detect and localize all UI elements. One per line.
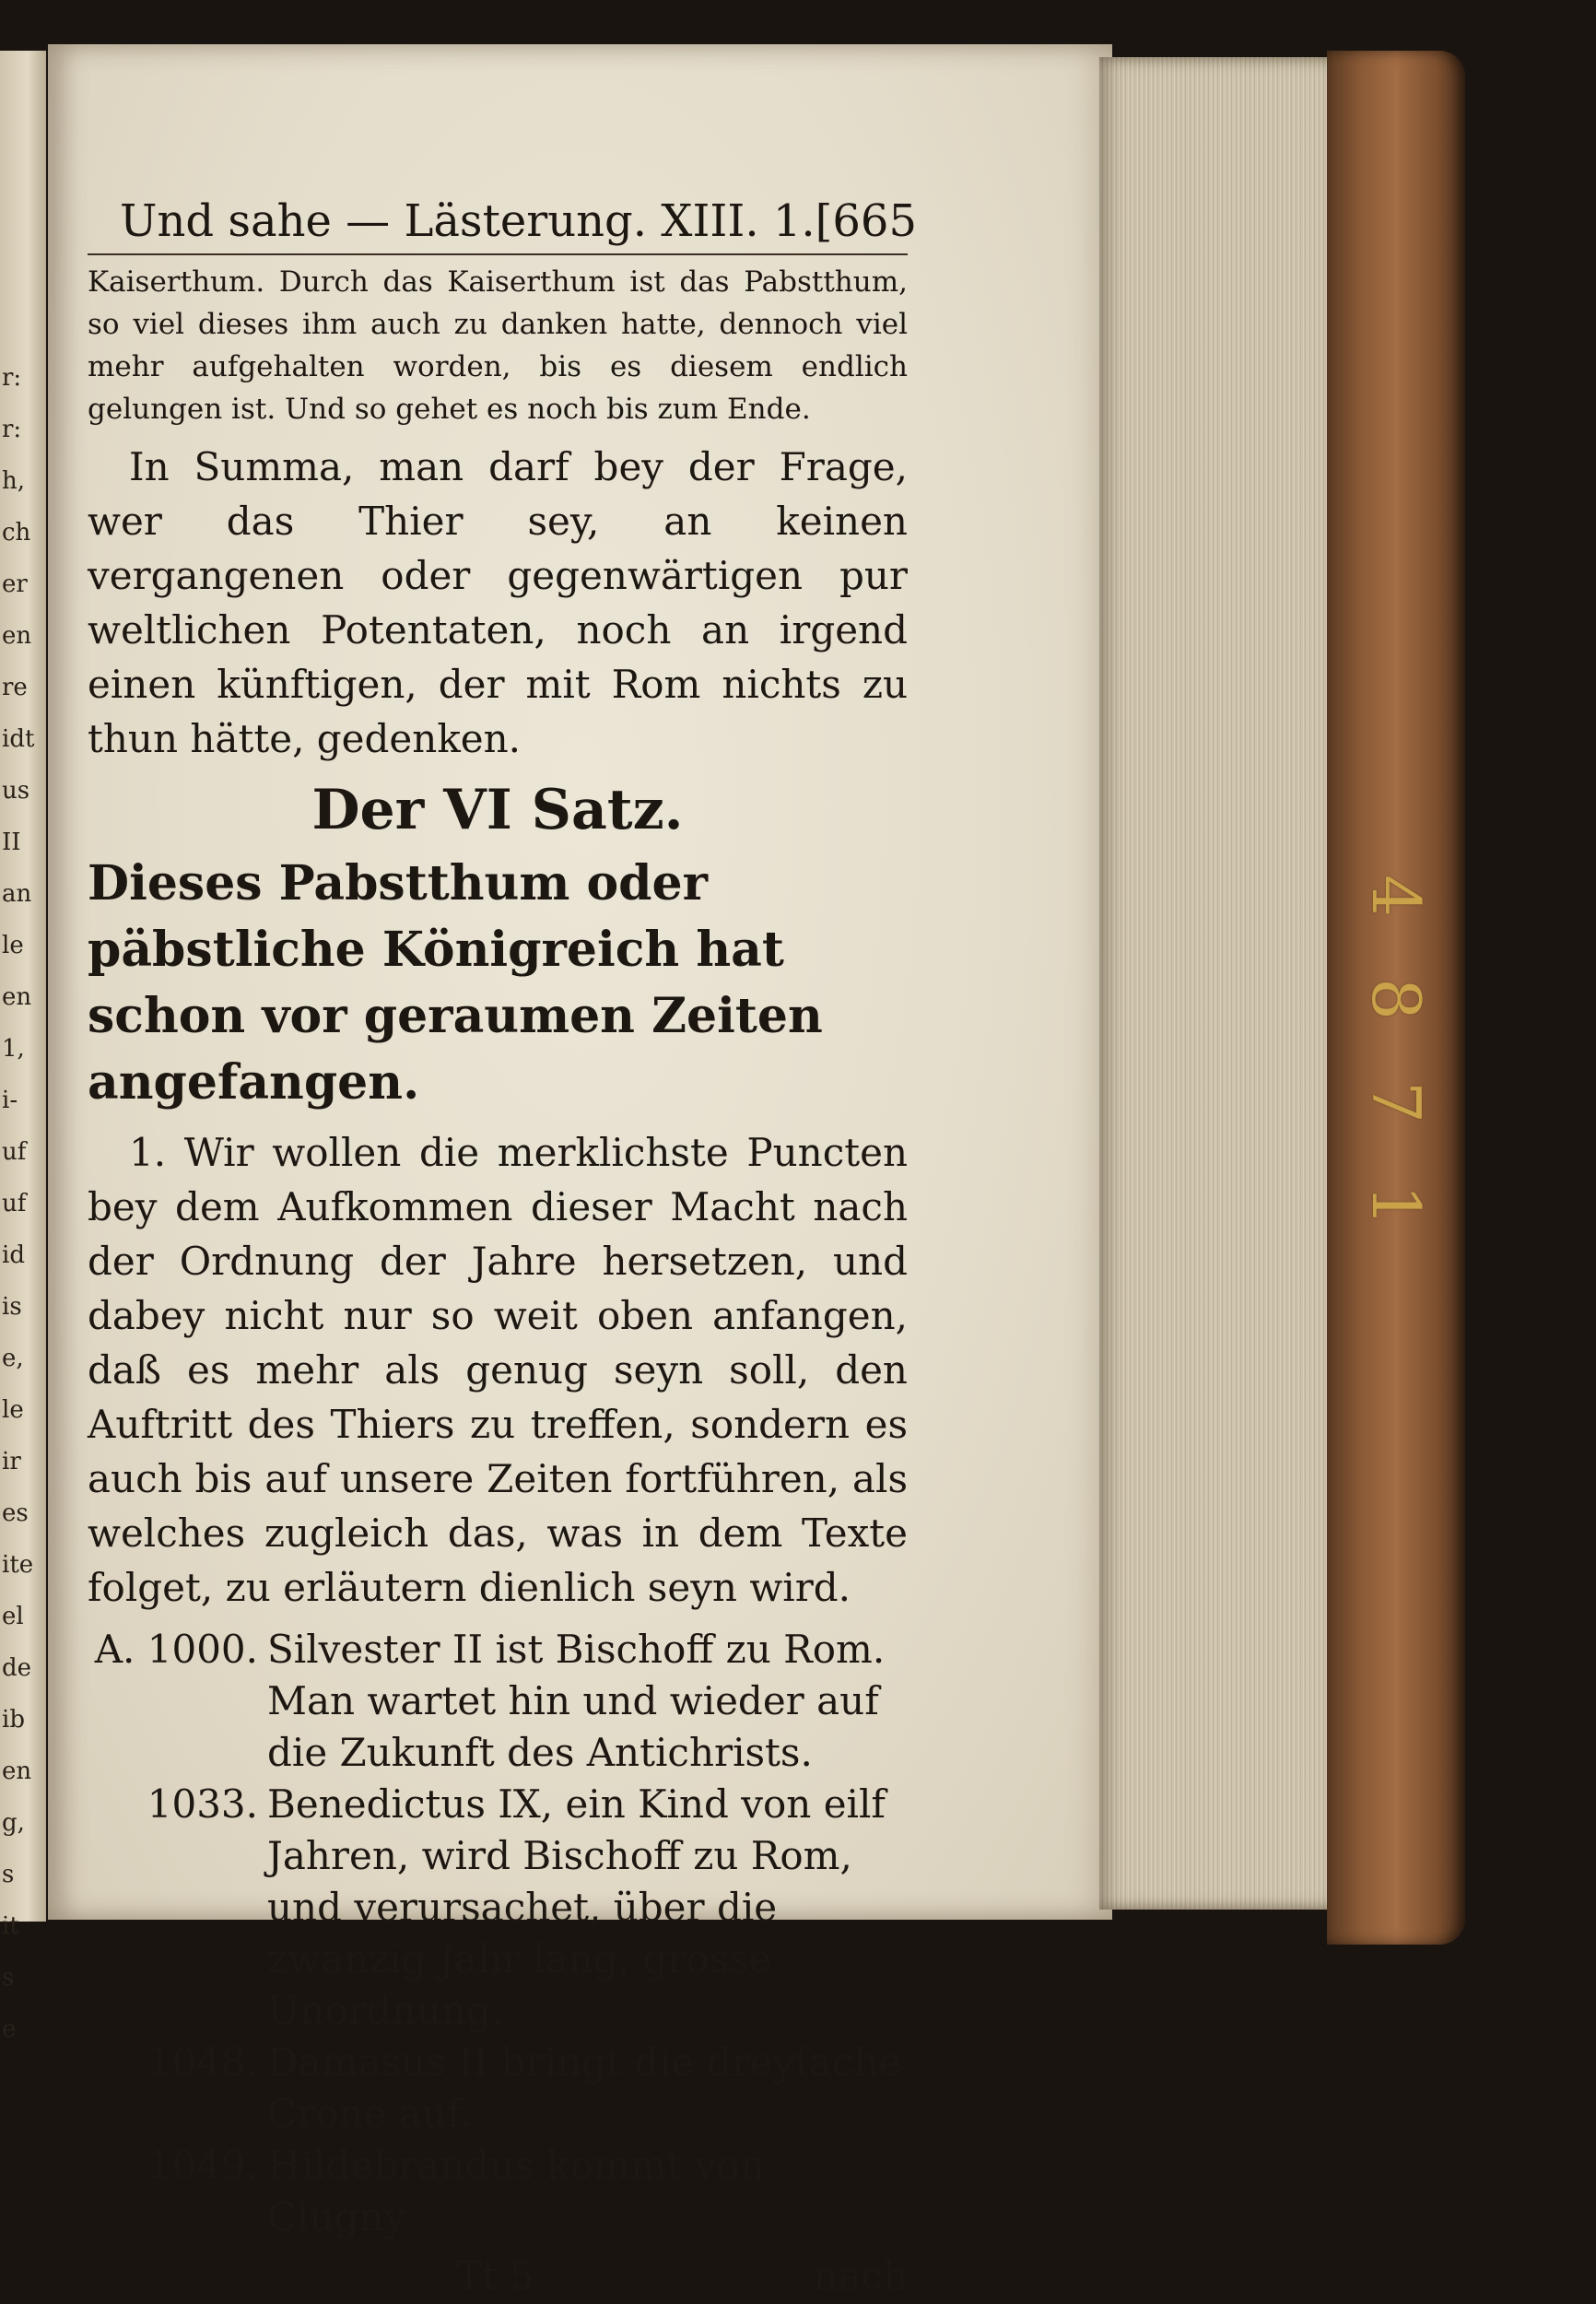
text-block [88, 189, 917, 2304]
page-block-fore-edge [1099, 57, 1341, 1910]
shelfmark-digit: 7 [1357, 1081, 1435, 1123]
chronology-text: Silvester II ist Bischoff zu Rom. Man wartet hin und wieder auf die Zukunft des Antichrists. [267, 1627, 886, 1775]
left-page-fragment: re [2, 674, 28, 701]
left-page-fragment: us [2, 777, 30, 805]
chronology-year: A. 1000. [94, 1627, 258, 1672]
left-page-fragment: s [2, 1861, 15, 1888]
left-page-fragment: le [2, 1396, 24, 1424]
point-one: 1. Wir wollen die merklichste Puncten bey dem Aufkommen dieser Macht nach der Ordnung der Jahre hersetzen, und dabey nicht nur so weit oben anfangen, daß es mehr als genug seyn soll, den Auftritt des Thiers zu treffen, sondern es auch bis auf unsere Zeiten fortführen, als welches zugleich das, was in dem Texte folget, zu erläutern dienlich seyn wird. [88, 1130, 908, 1610]
left-page-fragment: id [2, 1241, 25, 1269]
chronology-text: Hildebrandus kommt von Clugny [267, 2143, 765, 2239]
chronology-year: 1049. [147, 2143, 258, 2188]
left-page-fragment: e, [2, 1345, 24, 1372]
left-page-fragment: r: [2, 416, 22, 443]
chronology-text: Damasus II bringt die dreyfache Crone auf. [267, 2040, 902, 2136]
left-page-fragment: er [2, 570, 28, 598]
chronology-text: Benedictus IX, ein Kind von eilf Jahren, wird Bischoff zu Rom, und verursachet, über die zwanzig Jahr lang, grosse Unordnung. [267, 1781, 886, 2033]
chronology-entry [88, 1624, 908, 1779]
left-page-fragment: II [2, 829, 21, 856]
gilt-shelfmark [1345, 857, 1447, 1244]
chronology-entry [88, 2140, 908, 2243]
section-heading: Der VI Satz. [311, 778, 684, 842]
thesis-statement: Dieses Pabstthum oder päbstliche Königreich hat schon vor geraumen Zeiten angefangen. [88, 855, 823, 1111]
left-facing-page-edge [0, 51, 46, 2043]
page-number: [665 [815, 195, 917, 247]
left-page-fragment: an [2, 880, 32, 908]
shelfmark-digit: 1 [1357, 1184, 1435, 1227]
left-page-fragment: i- [2, 1087, 18, 1114]
paragraph-in-summa: In Summa, man darf bey der Frage, wer das Thier sey, an keinen vergangenen oder gegenwärtigen pur weltlichen Potentaten, noch an irgend einen künftigen, der mit Rom nichts zu thun hätte, gedenken. [88, 444, 908, 761]
left-page-fragment: uf [2, 1190, 27, 1217]
left-page-fragment: ite [2, 1551, 34, 1579]
left-page-fragment: idt [2, 725, 35, 753]
shelfmark-digit: 8 [1357, 978, 1435, 1020]
left-page-fragment: s [2, 1964, 15, 1992]
left-page-fragment: ch [2, 519, 31, 547]
left-page-fragment: el [2, 1603, 24, 1630]
left-page-fragment: uf [2, 1138, 27, 1166]
chronology-entry [88, 2037, 908, 2140]
catchword: nach [813, 2253, 908, 2298]
left-page-fragment: le [2, 932, 24, 959]
signature-mark: Tt 5 [456, 2253, 534, 2298]
chronology-entry [88, 1779, 908, 2037]
left-page-fragment: ib [2, 1706, 25, 1734]
left-page-fragment: es [2, 1499, 29, 1527]
paragraph-continuation: Kaiserthum. Durch das Kaiserthum ist das Pabstthum, so viel dieses ihm auch zu danken hatte, dennoch viel mehr aufgehalten worden, bis es diesem endlich gelungen ist. Und so gehet es noch bis zum Ende. [88, 265, 908, 426]
chronology-list [88, 1624, 908, 2243]
shelfmark-digit: 4 [1357, 875, 1435, 917]
chronology-year: 1033. [147, 1781, 258, 1827]
left-page-fragment: en [2, 1757, 32, 1785]
left-page-fragment: r: [2, 364, 22, 392]
left-page-fragment: en [2, 983, 32, 1011]
chronology-year: 1048. [147, 2040, 258, 2085]
left-page-fragment: is [2, 1293, 22, 1321]
page-footer [88, 2249, 908, 2304]
left-page-fragment: g, [2, 1809, 25, 1837]
left-page-fragment: en [2, 622, 32, 650]
running-title: Und sahe — Lästerung. XIII. 1. [120, 195, 816, 247]
running-header [88, 189, 917, 255]
left-page-fragment: e [2, 2016, 17, 2043]
left-page-fragment: it [2, 1912, 19, 1940]
left-page-fragment: de [2, 1654, 32, 1682]
left-page-fragment: ir [2, 1448, 21, 1475]
left-page-fragment: h, [2, 467, 26, 495]
left-page-fragment: 1, [2, 1035, 25, 1063]
